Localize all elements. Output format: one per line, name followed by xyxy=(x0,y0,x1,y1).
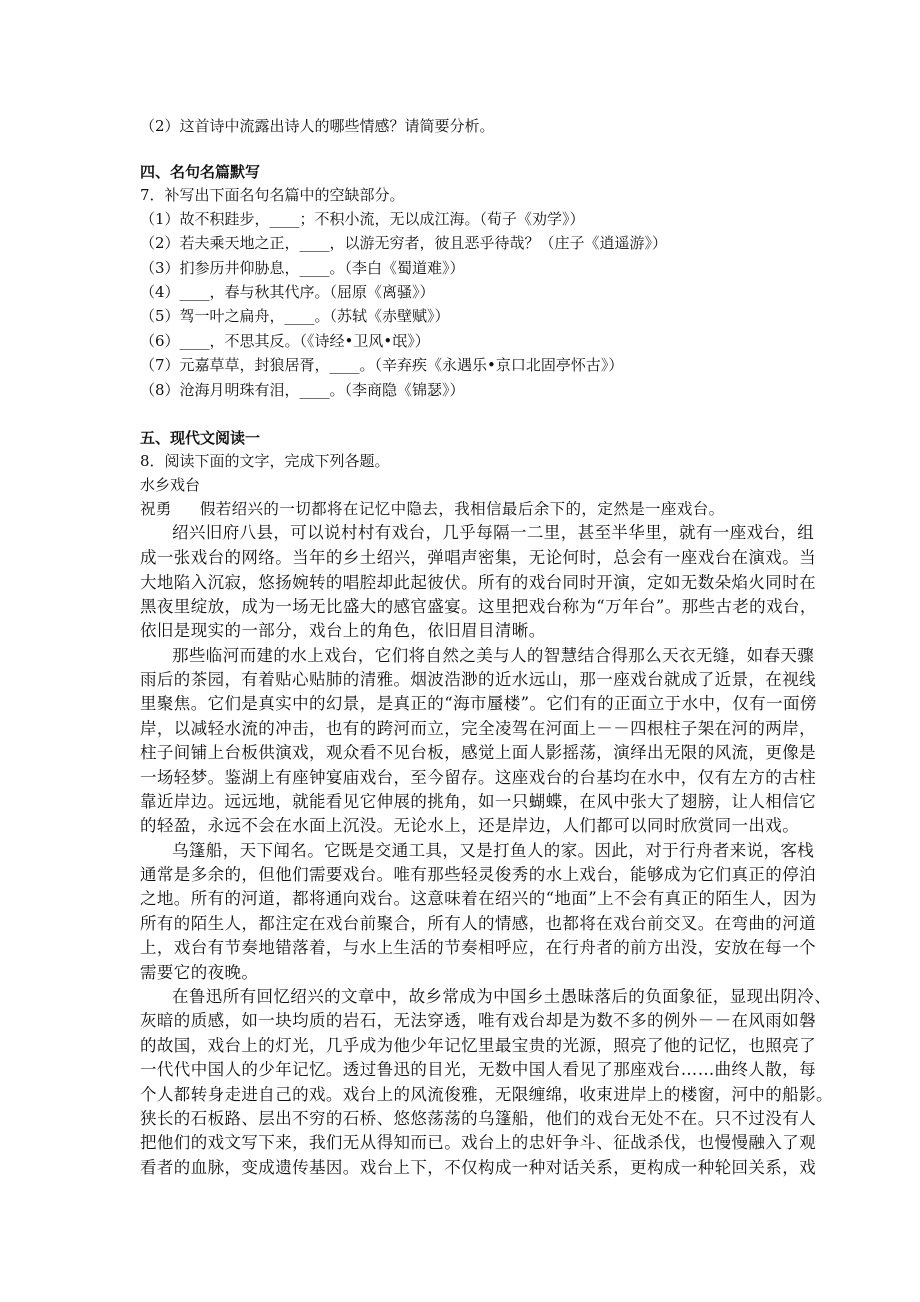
paragraph-line: 需要它的夜晚。 xyxy=(140,963,259,982)
paragraph-line: 大地陷入沉寂，悠扬婉转的唱腔却此起彼伏。所有的戏台同时开演，定如无数朵焰火同时在 xyxy=(140,573,816,592)
paragraph-line: 柱子间铺上台板供演戏，观众看不见台板，感觉上面人影摇荡，演绎出无限的风流，更像是 xyxy=(140,743,816,762)
article-author: 祝勇 xyxy=(140,500,172,518)
paragraph-line: 个人都转身走进自己的戏。戏台上的风流俊雅，无限缠绵，收束进岸上的楼窗，河中的船影。 xyxy=(140,1085,833,1104)
paragraph-line: 里聚焦。它们是真实中的幻景，是真正的“海市蜃楼”。它们有的正面立于水中，仅有一面傍 xyxy=(140,694,817,713)
fill-blank-item-5: （5）驾一叶之扁舟，____。（苏轼《赤壁赋》） xyxy=(140,307,450,325)
question-8: 8．阅读下面的文字，完成下列各题。 xyxy=(140,452,390,470)
paragraph-line: 通常是多余的，但他们需要戏台。唯有那些轻灵俊秀的水上戏台，能够成为它们真正的停泊 xyxy=(140,865,816,884)
paragraph-line: 黑夜里绽放，成为一场无比盛大的感官盛宴。这里把戏台称为“万年台”。那些古老的戏台， xyxy=(140,597,817,616)
fill-blank-item-3: （3）扪参历井仰胁息，____。（李白《蜀道难》） xyxy=(140,259,465,277)
paragraph-line: 狭长的石板路、层出不穷的石桥、悠悠荡荡的乌篷船，他们的戏台无处不在。只不过没有人 xyxy=(140,1109,816,1128)
paragraph-line: 那些临河而建的水上戏台，它们将自然之美与人的智慧结合得那么天衣无缝，如春天骤 xyxy=(172,646,815,665)
paragraph-line: 一代代中国人的少年记忆。透过鲁迅的目光，无数中国人看见了那座戏台……曲终人散，每 xyxy=(140,1060,816,1079)
paragraph-line: 成一张戏台的网络。当年的乡土绍兴，弹唱声密集，无论何时，总会有一座戏台在演戏。当 xyxy=(140,548,816,567)
paragraph-line: 灰暗的质感，如一块均质的岩石，无法穿透，唯有戏台却是为数不多的例外－－在风雨如磐 xyxy=(140,1011,816,1030)
paragraph-line: 的故国，戏台上的灯光，几乎成为他少年记忆里最宝贵的光源，照亮了他的记忆，也照亮了 xyxy=(140,1036,816,1055)
paragraph-line: 之地。所有的河道，都将通向戏台。这意味着在绍兴的“地面”上不会有真正的陌生人，因为 xyxy=(140,889,817,908)
paragraph-line: 岸，以减轻水流的冲击，也有的跨河而立，完全凌驾在河面上－－四根柱子架在河的两岸， xyxy=(140,719,816,738)
section-4-heading: 四、名句名篇默写 xyxy=(140,163,261,181)
article-title: 水乡戏台 xyxy=(140,476,201,494)
article-opening: 假若绍兴的一切都将在记忆中隐去，我相信最后余下的，定然是一座戏台。 xyxy=(199,500,725,518)
paragraph-line: 看者的血脉，变成遗传基因。戏台上下，不仅构成一种对话关系，更构成一种轮回关系，戏 xyxy=(140,1158,816,1177)
fill-blank-item-1: （1）故不积跬步，____；不积小流，无以成江海。（荀子《劝学》） xyxy=(140,210,585,228)
paragraph-line: 雨后的茶园，有着贴心贴肺的清雅。烟波浩渺的近水远山，那一座戏台就成了近景，在视线 xyxy=(140,670,816,689)
paragraph-line: 所有的陌生人，都注定在戏台前聚合，所有人的情感，也都将在戏台前交叉。在弯曲的河道 xyxy=(140,914,816,933)
paragraph-line: 绍兴旧府八县，可以说村村有戏台，几乎每隔一二里，甚至半华里，就有一座戏台，组 xyxy=(172,523,815,542)
paragraph-line: 依旧是现实的一部分，戏台上的角色，依旧眉目清晰。 xyxy=(140,621,546,640)
section-5-heading: 五、现代文阅读一 xyxy=(140,429,261,447)
fill-blank-item-6: （6）____，不思其反。（《诗经•卫风•氓》） xyxy=(140,332,430,350)
fill-blank-item-8: （8）沧海月明珠有泪，____。（李商隐《锦瑟》） xyxy=(140,381,465,399)
article-opening-line xyxy=(140,499,725,519)
fill-blank-item-4: （4）____，春与秋其代序。（屈原《离骚》） xyxy=(140,283,435,301)
paragraph-line: 在鲁迅所有回忆绍兴的文章中，故乡常成为中国乡土愚昧落后的负面象征，显现出阴冷、 xyxy=(172,987,832,1006)
question-7: 7．补写出下面名句名篇中的空缺部分。 xyxy=(140,186,405,204)
paragraph-line: 一场轻梦。鉴湖上有座钟宴庙戏台，至今留存。这座戏台的台基均在水中，仅有左方的古柱 xyxy=(140,768,816,787)
fill-blank-item-7: （7）元嘉草草，封狼居胥，____。（辛弃疾《永遇乐•京口北固亭怀古》） xyxy=(140,356,624,374)
paragraph-line: 的轻盈，永远不会在水面上沉没。无论水上，还是岸边，人们都可以同时欣赏同一出戏。 xyxy=(140,816,800,835)
paragraph-line: 靠近岸边。远远地，就能看见它伸展的挑角，如一只蝴蝶，在风中张大了翅膀，让人相信它 xyxy=(140,792,816,811)
paragraph-line: 乌篷船，天下闻名。它既是交通工具，又是打鱼人的家。因此，对于行舟者来说，客栈 xyxy=(172,841,815,860)
paragraph-line: 上，戏台有节奏地错落着，与水上生活的节奏相呼应，在行舟者的前方出没，安放在每一个 xyxy=(140,938,816,957)
fill-blank-item-2: （2）若夫乘天地之正，____，以游无穷者，彼且恶乎待哉？（庄子《逍遥游》） xyxy=(140,234,668,252)
question-6-2: （2）这首诗中流露出诗人的哪些情感？请简要分析。 xyxy=(140,117,495,135)
paragraph-line: 把他们的戏文写下来，我们无从得知而已。戏台上的忠奸争斗、征战杀伐，也慢慢融入了观 xyxy=(140,1133,816,1152)
